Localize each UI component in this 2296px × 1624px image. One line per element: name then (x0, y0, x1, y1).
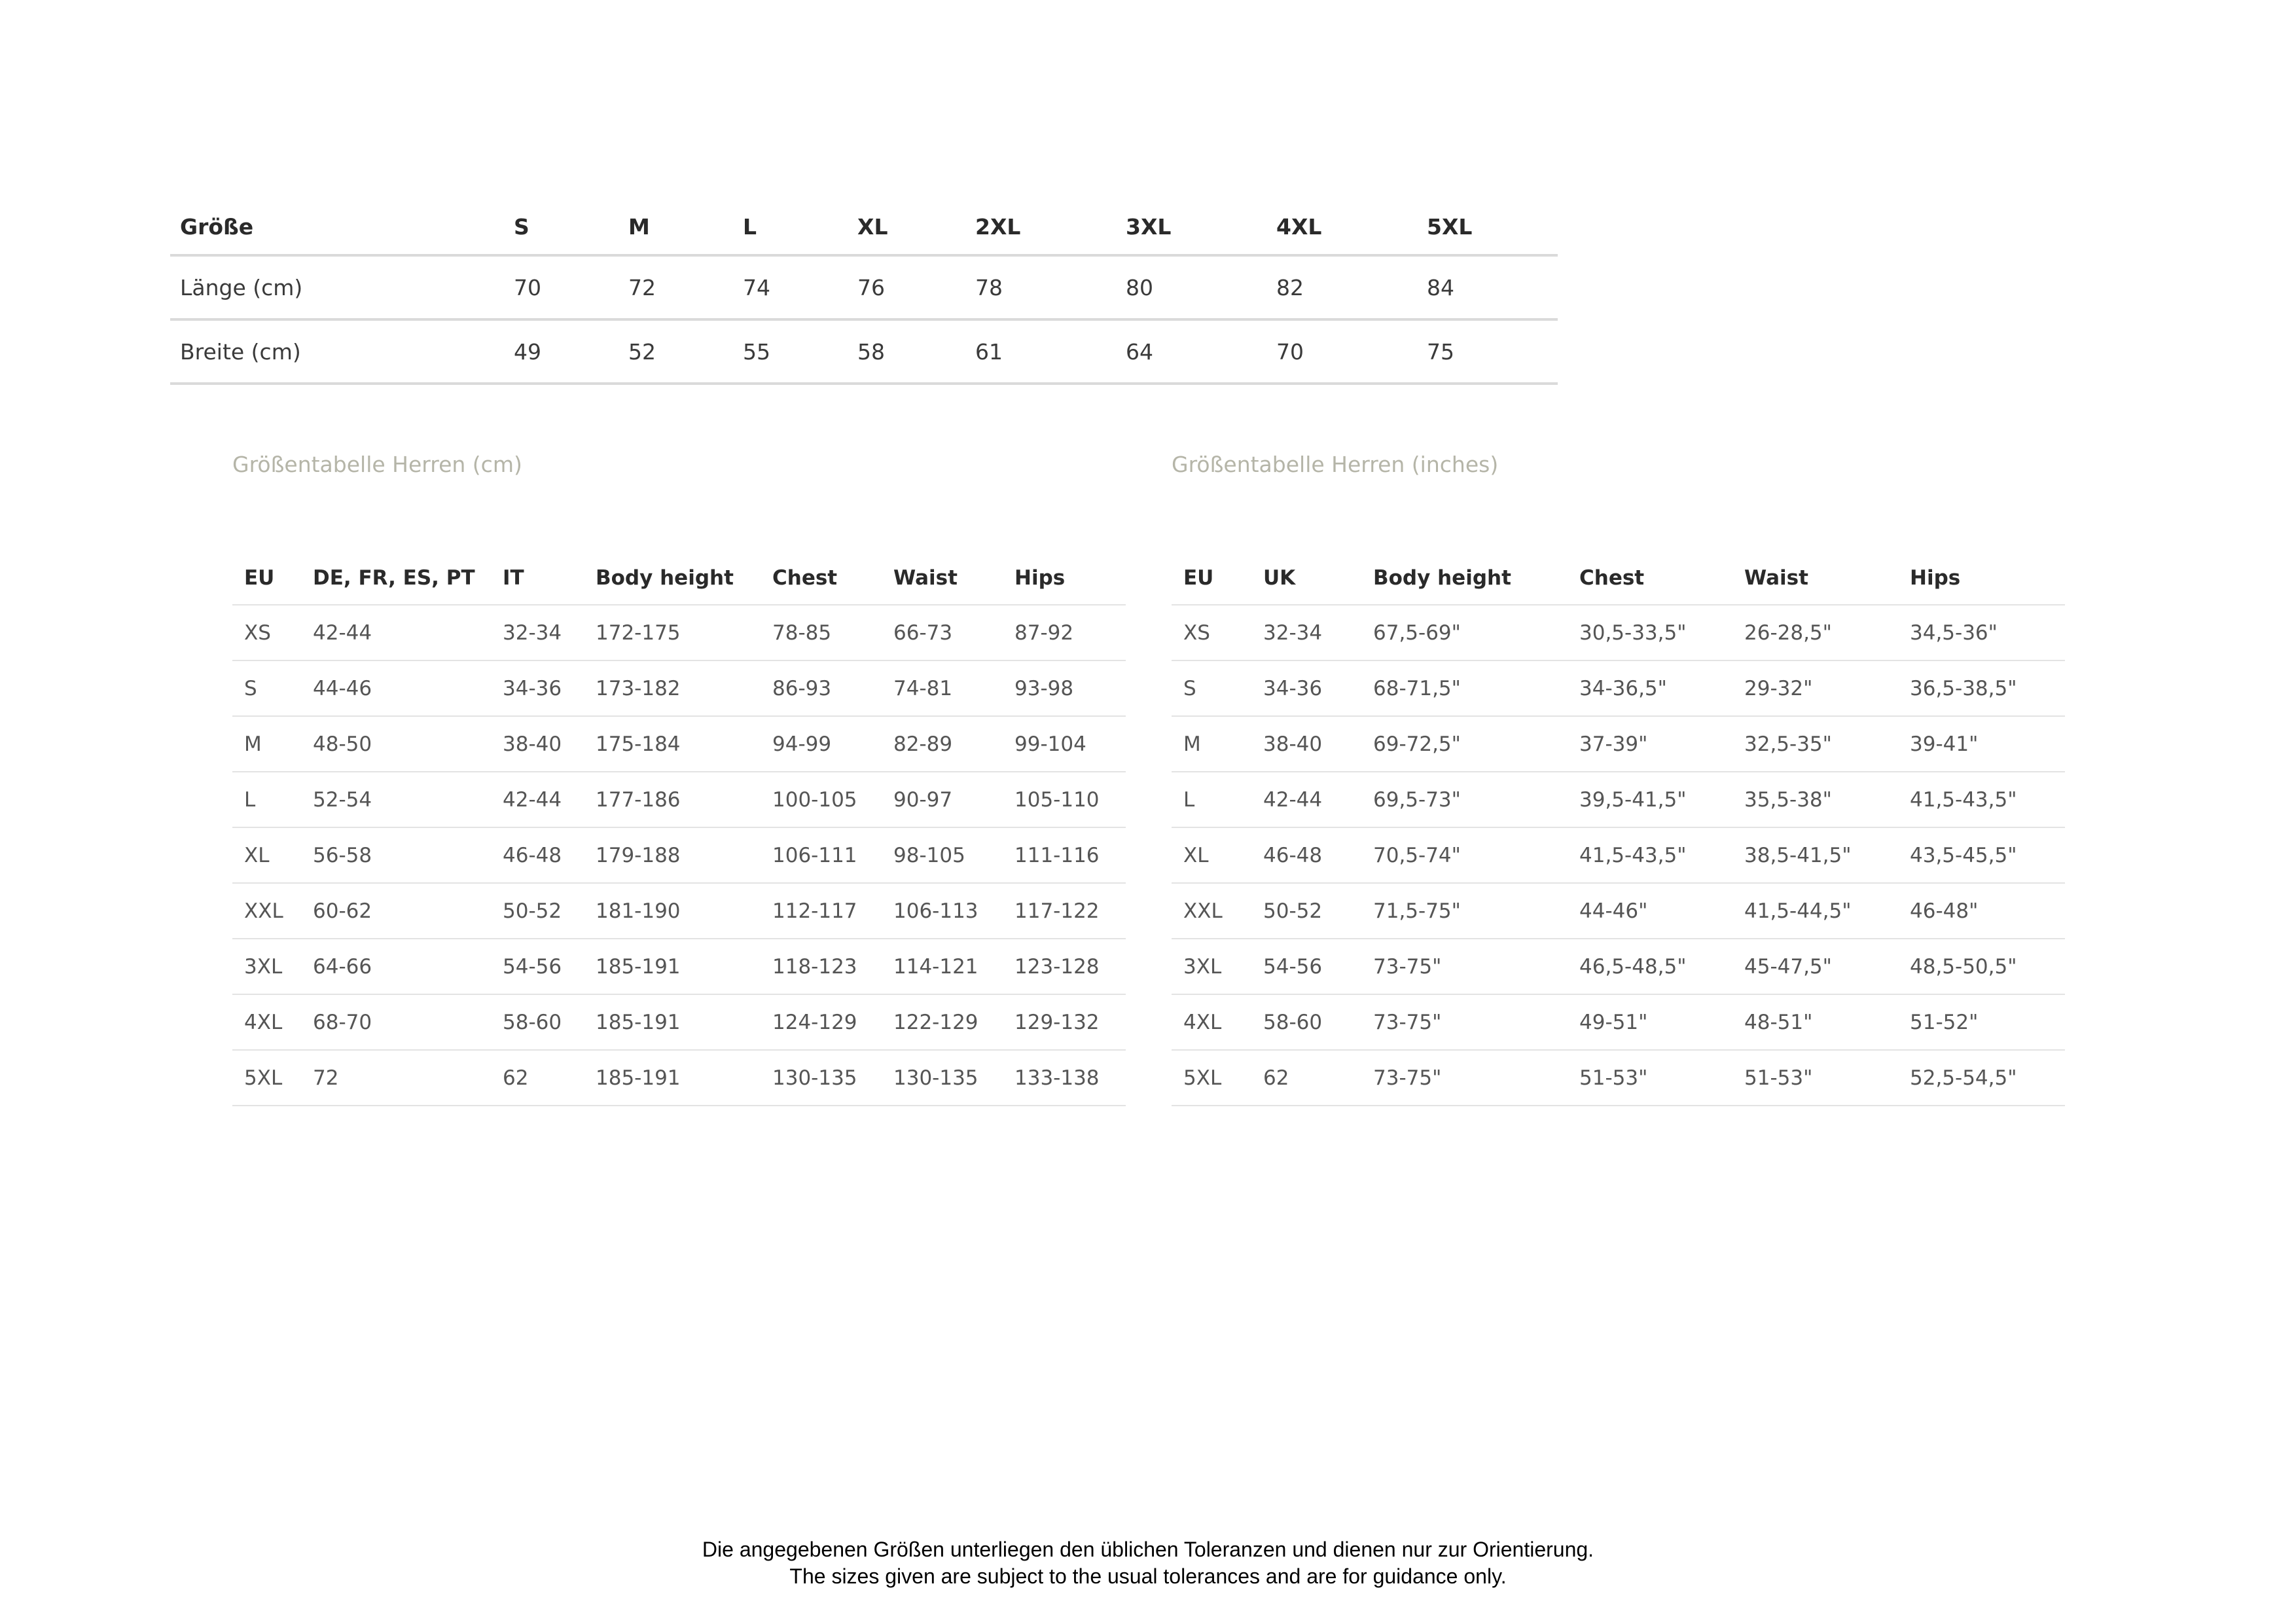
table-cell: 73-75" (1373, 1066, 1442, 1090)
table-cell: 46,5-48,5" (1579, 954, 1687, 979)
inch-table-title: Größentabelle Herren (inches) (1172, 452, 1499, 477)
table-cell: 55 (743, 338, 770, 365)
header-cell: UK (1263, 566, 1296, 590)
table-cell: 175-184 (596, 732, 681, 756)
table-cell: 35,5-38" (1744, 787, 1832, 812)
table-cell: 106-113 (893, 899, 978, 923)
inch-header-row (1172, 552, 2065, 605)
table-cell: 71,5-75" (1373, 899, 1461, 923)
table-cell: 44-46" (1579, 899, 1648, 923)
table-cell: 50-52 (1263, 899, 1323, 923)
table-cell: 181-190 (596, 899, 681, 923)
table-cell: 72 (628, 274, 656, 300)
table-cell: Breite (cm) (180, 338, 301, 365)
table-cell: L (244, 787, 256, 812)
table-cell: 68-71,5" (1373, 676, 1461, 700)
table-cell: 46-48 (1263, 843, 1323, 867)
table-cell: 185-191 (596, 954, 681, 979)
table-row (1172, 883, 2065, 939)
table-cell: 74-81 (893, 676, 953, 700)
table-cell: 51-52" (1910, 1010, 1979, 1034)
table-cell: 172-175 (596, 621, 681, 645)
table-cell: 44-46 (313, 676, 372, 700)
table-cell: 5XL (244, 1066, 283, 1090)
table-cell: 51-53" (1579, 1066, 1648, 1090)
header-cell: L (743, 214, 757, 240)
header-cell: 4XL (1276, 214, 1322, 240)
table-cell: 48-50 (313, 732, 372, 756)
table-row (1172, 772, 2065, 827)
table-cell: 52 (628, 338, 656, 365)
header-cell: Größe (180, 214, 254, 240)
table-cell: 70,5-74" (1373, 843, 1461, 867)
table-cell: XXL (1183, 899, 1223, 923)
table-row (232, 716, 1126, 772)
table-cell: 42-44 (1263, 787, 1323, 812)
header-cell: Waist (893, 566, 958, 590)
table-cell: 3XL (1183, 954, 1222, 979)
table-row (1172, 716, 2065, 772)
table-cell: 46-48" (1910, 899, 1979, 923)
table-cell: 34-36,5" (1579, 676, 1667, 700)
table-cell: 61 (975, 338, 1003, 365)
table-cell: 67,5-69" (1373, 621, 1461, 645)
header-cell: S (514, 214, 529, 240)
size-table-inches (1172, 552, 2065, 1106)
table-cell: 41,5-44,5" (1744, 899, 1852, 923)
table-cell: 70 (514, 274, 541, 300)
header-cell: Waist (1744, 566, 1808, 590)
table-cell: 48,5-50,5" (1910, 954, 2017, 979)
table-cell: 100-105 (772, 787, 857, 812)
table-cell: 3XL (244, 954, 283, 979)
table-cell: 51-53" (1744, 1066, 1813, 1090)
table-row (232, 994, 1126, 1050)
table-cell: 32-34 (503, 621, 562, 645)
table-cell: 58-60 (1263, 1010, 1323, 1034)
tolerance-note (0, 1536, 2296, 1590)
table-cell: 185-191 (596, 1010, 681, 1034)
table-cell: 185-191 (596, 1066, 681, 1090)
cm-table-title: Größentabelle Herren (cm) (232, 452, 522, 477)
table-cell: 173-182 (596, 676, 681, 700)
table-cell: 74 (743, 274, 770, 300)
table-cell: 41,5-43,5" (1910, 787, 2017, 812)
header-cell: EU (244, 566, 275, 590)
table-row (1172, 1050, 2065, 1106)
table-cell: 82 (1276, 274, 1304, 300)
table-cell: 70 (1276, 338, 1304, 365)
table-cell: 73-75" (1373, 1010, 1442, 1034)
table-cell: 62 (503, 1066, 529, 1090)
table-cell: 60-62 (313, 899, 372, 923)
tolerance-note-german: Die angegebenen Größen unterliegen den üblichen Toleranzen und dienen nur zur Orientierung. (702, 1538, 1594, 1561)
table-row (232, 660, 1126, 716)
table-cell: 114-121 (893, 954, 978, 979)
table-cell: 122-129 (893, 1010, 978, 1034)
table-cell: 72 (313, 1066, 339, 1090)
table-row (232, 772, 1126, 827)
table-cell: S (1183, 676, 1196, 700)
table-cell: 106-111 (772, 843, 857, 867)
table-cell: XS (244, 621, 271, 645)
table-cell: 38-40 (1263, 732, 1323, 756)
table-cell: 54-56 (1263, 954, 1323, 979)
table-cell: 179-188 (596, 843, 681, 867)
garment-size-table (170, 200, 1558, 385)
table-cell: 129-132 (1014, 1010, 1100, 1034)
header-cell: EU (1183, 566, 1214, 590)
table-cell: 82-89 (893, 732, 953, 756)
table-row (232, 605, 1126, 660)
table-cell: 76 (857, 274, 885, 300)
table-cell: L (1183, 787, 1195, 812)
table-row (1172, 605, 2065, 660)
header-cell: DE, FR, ES, PT (313, 566, 475, 590)
table-cell: 5XL (1183, 1066, 1222, 1090)
table-cell: 112-117 (772, 899, 857, 923)
table-cell: 90-97 (893, 787, 953, 812)
table-cell: M (244, 732, 262, 756)
table-row (1172, 660, 2065, 716)
header-cell: 5XL (1427, 214, 1473, 240)
table-cell: 52-54 (313, 787, 372, 812)
table-row (1172, 994, 2065, 1050)
table-row (232, 883, 1126, 939)
table-cell: 34-36 (503, 676, 562, 700)
table-cell: 123-128 (1014, 954, 1100, 979)
header-cell: Chest (772, 566, 838, 590)
table-cell: S (244, 676, 257, 700)
table-cell: 64-66 (313, 954, 372, 979)
header-cell: 3XL (1126, 214, 1172, 240)
size-table-cm (232, 552, 1126, 1106)
header-cell: XL (857, 214, 888, 240)
table-cell: 69,5-73" (1373, 787, 1461, 812)
table-cell: 30,5-33,5" (1579, 621, 1687, 645)
table-cell: XL (1183, 843, 1209, 867)
table-row (232, 1050, 1126, 1106)
table-cell: 52,5-54,5" (1910, 1066, 2017, 1090)
table-cell: 38,5-41,5" (1744, 843, 1852, 867)
table-cell: 130-135 (893, 1066, 978, 1090)
header-cell: Hips (1014, 566, 1066, 590)
table-cell: 87-92 (1014, 621, 1074, 645)
table-cell: 41,5-43,5" (1579, 843, 1687, 867)
table-cell: 111-116 (1014, 843, 1100, 867)
table-cell: 94-99 (772, 732, 832, 756)
table-cell: 26-28,5" (1744, 621, 1832, 645)
table-cell: 45-47,5" (1744, 954, 1832, 979)
header-cell: Body height (1373, 566, 1511, 590)
table-cell: Länge (cm) (180, 274, 303, 300)
table-cell: 48-51" (1744, 1010, 1813, 1034)
table-cell: 34,5-36" (1910, 621, 1998, 645)
table-row (1172, 827, 2065, 883)
table-cell: 62 (1263, 1066, 1289, 1090)
cm-header-row (232, 552, 1126, 605)
table-row (232, 827, 1126, 883)
table-cell: 42-44 (313, 621, 372, 645)
table-cell: 50-52 (503, 899, 562, 923)
table-cell: M (1183, 732, 1201, 756)
table-cell: 42-44 (503, 787, 562, 812)
header-cell: IT (503, 566, 524, 590)
table-cell: 66-73 (893, 621, 953, 645)
table-row (170, 319, 1558, 384)
table-cell: 177-186 (596, 787, 681, 812)
table-cell: 117-122 (1014, 899, 1100, 923)
table-cell: 78-85 (772, 621, 832, 645)
table-cell: 64 (1126, 338, 1153, 365)
table-cell: 105-110 (1014, 787, 1100, 812)
table-cell: 84 (1427, 274, 1454, 300)
table-cell: 124-129 (772, 1010, 857, 1034)
table-cell: 4XL (1183, 1010, 1222, 1034)
table-cell: 133-138 (1014, 1066, 1100, 1090)
table-cell: 37-39" (1579, 732, 1648, 756)
table-cell: XL (244, 843, 270, 867)
table-cell: 32-34 (1263, 621, 1323, 645)
header-cell: Chest (1579, 566, 1645, 590)
table-cell: 75 (1427, 338, 1454, 365)
table-cell: 93-98 (1014, 676, 1074, 700)
table-cell: XXL (244, 899, 283, 923)
table-cell: 58 (857, 338, 885, 365)
table-cell: 36,5-38,5" (1910, 676, 2017, 700)
table-cell: 118-123 (772, 954, 857, 979)
table-cell: 80 (1126, 274, 1153, 300)
table-row (232, 939, 1126, 994)
garment-header-row (170, 200, 1558, 255)
table-cell: 34-36 (1263, 676, 1323, 700)
table-cell: 32,5-35" (1744, 732, 1832, 756)
table-cell: 4XL (244, 1010, 283, 1034)
table-row (170, 255, 1558, 319)
table-cell: 49 (514, 338, 541, 365)
tolerance-note-english: The sizes given are subject to the usual tolerances and are for guidance only. (789, 1564, 1507, 1588)
header-cell: Hips (1910, 566, 1961, 590)
header-cell: M (628, 214, 650, 240)
table-row (1172, 939, 2065, 994)
table-cell: 54-56 (503, 954, 562, 979)
table-cell: 130-135 (772, 1066, 857, 1090)
table-cell: 38-40 (503, 732, 562, 756)
table-cell: 39,5-41,5" (1579, 787, 1687, 812)
header-cell: Body height (596, 566, 734, 590)
header-cell: 2XL (975, 214, 1021, 240)
table-cell: 46-48 (503, 843, 562, 867)
table-cell: 49-51" (1579, 1010, 1648, 1034)
table-cell: 78 (975, 274, 1003, 300)
table-cell: 43,5-45,5" (1910, 843, 2017, 867)
table-cell: 86-93 (772, 676, 832, 700)
table-cell: 98-105 (893, 843, 965, 867)
table-cell: 69-72,5" (1373, 732, 1461, 756)
table-cell: 29-32" (1744, 676, 1813, 700)
table-cell: XS (1183, 621, 1210, 645)
table-cell: 58-60 (503, 1010, 562, 1034)
table-cell: 39-41" (1910, 732, 1979, 756)
table-cell: 99-104 (1014, 732, 1086, 756)
table-cell: 68-70 (313, 1010, 372, 1034)
table-cell: 73-75" (1373, 954, 1442, 979)
table-cell: 56-58 (313, 843, 372, 867)
